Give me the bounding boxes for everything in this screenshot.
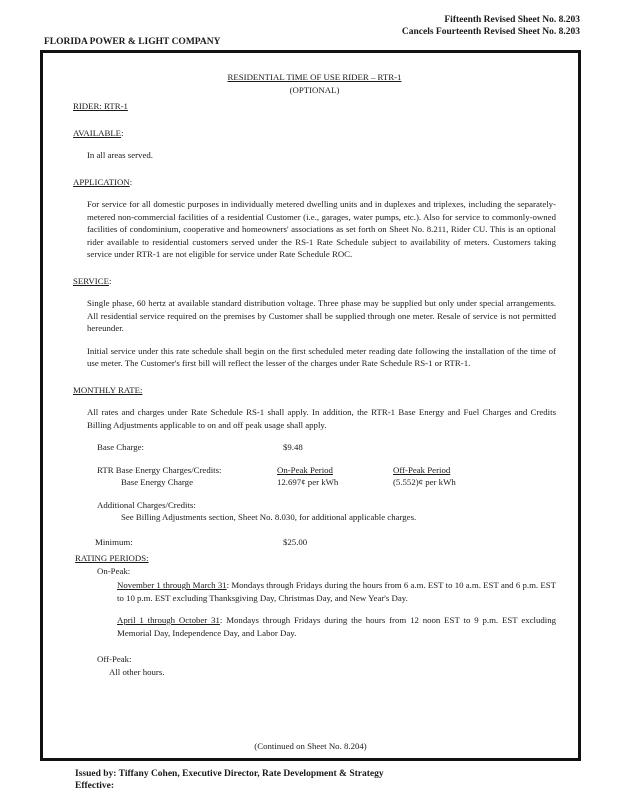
monthly-rate-heading: MONTHLY RATE: xyxy=(73,384,143,395)
winter-period xyxy=(117,579,556,604)
sheet-footer xyxy=(75,768,384,792)
title-line: RESIDENTIAL TIME OF USE RIDER – RTR-1 xyxy=(227,72,402,82)
summer-hours: : Mondays through Fridays during the hours from 12 noon EST to 9 p.m. EST excluding Memorial Day, Independence Day, and Labor Day. xyxy=(117,615,557,638)
off-peak-heading: Off-Peak Period xyxy=(393,464,451,475)
application-heading: APPLICATION xyxy=(73,176,130,187)
service-paragraph-1: Single phase, 60 hertz at available standard distribution voltage. Three phase may be supplied but only under special arrangements. All residential service required on the premises by Customer shall be supplied through one meter. Resale of service is not permitted hereunder. xyxy=(87,298,556,333)
effective-date-label: Effective: xyxy=(75,781,115,791)
rating-periods-section xyxy=(73,552,556,678)
continued-note: (Continued on Sheet No. 8.204) xyxy=(254,741,367,751)
summer-period xyxy=(117,614,556,639)
rating-periods-heading: RATING PERIODS: xyxy=(75,553,149,563)
base-charge-value: $9.48 xyxy=(283,442,303,452)
minimum-value: $25.00 xyxy=(283,536,308,547)
tariff-content xyxy=(73,71,556,678)
cancels-sheet: Cancels Fourteenth Revised Sheet No. 8.203 xyxy=(401,27,580,37)
on-peak-heading: On-Peak Period xyxy=(277,464,333,475)
company-name: FLORIDA POWER & LIGHT COMPANY xyxy=(44,37,221,47)
minimum-row xyxy=(73,536,556,549)
off-peak-rate: (5.552)¢ per kWh xyxy=(393,477,456,487)
monthly-rate-section xyxy=(73,384,556,549)
document-title xyxy=(73,71,556,96)
additional-charges-label: Additional Charges/Credits: xyxy=(97,499,196,510)
base-charge-label: Base Charge: xyxy=(97,442,144,452)
monthly-rate-intro: All rates and charges under Rate Schedule RS-1 shall apply. In addition, the RTR-1 Base Energy and Fuel Charges and Credits Billing Adjustments applicable to on and off peak usage shall apply. xyxy=(87,407,556,430)
tariff-sheet-frame xyxy=(40,50,581,761)
summer-dates: April 1 through October 31 xyxy=(117,615,220,625)
service-section: SERVICE: Single phase, 60 hertz at available standard distribution voltage. Three phase may be supplied but only under special arrangements. All residential service required on the premises by Customer shall be supplied through one meter. Resale of service is not permitted hereunder. Initial service under this rate schedule shall begin on the first scheduled meter reading date following the installation of the time of use meter. The Customer's first bill will reflect the lesser of the charges under Rate Schedule RS-1 or RTR-1. xyxy=(73,275,556,368)
energy-charges-label: RTR Base Energy Charges/Credits: xyxy=(97,464,222,475)
off-peak-label: Off-Peak: xyxy=(97,654,132,664)
issued-by: Issued by: Tiffany Cohen, Executive Director, Rate Development & Strategy xyxy=(75,769,384,779)
application-section: APPLICATION: For service for all domestic purposes in individually metered dwelling units and in duplexes and triplexes, including the separately-metered non-commercial facilities of a residential Customer (i.e., garages, water pumps, etc.). Also for service to commonly-owned facilities of condominium, cooperative and homeowners' associations as set forth on Sheet No. 8.211, Rider CU. This is an optional rider available to residential customers served under the RS-1 Rate Schedule subject to availability of meters. Customers taking service under RTR-1 are not eligible for service under Rate Schedule ROC. xyxy=(73,176,556,259)
energy-charges-header-row xyxy=(73,464,556,477)
minimum-label: Minimum: xyxy=(95,536,133,547)
on-peak-rate: 12.697¢ per kWh xyxy=(277,477,339,487)
base-energy-row xyxy=(73,476,556,489)
service-heading: SERVICE xyxy=(73,275,109,286)
application-text: For service for all domestic purposes in individually metered dwelling units and in duplexes and triplexes, including the separately-metered non-commercial facilities of a residential Customer (i.e., garages, water pumps, etc.). Also for service to commonly-owned facilities of condominium, cooperative and homeowners' associations as set forth on Sheet No. 8.211, Rider CU. This is an optional rider available to residential customers served under the RS-1 Rate Schedule subject to availability of meters. Customers taking service under RTR-1 are not eligible for service under Rate Schedule ROC. xyxy=(87,199,556,259)
title-optional: (OPTIONAL) xyxy=(289,84,340,95)
sheet-header xyxy=(402,14,580,38)
on-peak-label: On-Peak: xyxy=(97,565,131,576)
service-paragraph-2: Initial service under this rate schedule shall begin on the first scheduled meter reading date following the installation of the time of use meter. The Customer's first bill will reflect the lesser of the charges under Rate Schedule RS-1 or RTR-1. xyxy=(87,345,556,368)
available-section: AVAILABLE: In all areas served. xyxy=(73,127,556,162)
rider-label: RIDER: RTR-1 xyxy=(73,101,128,111)
available-heading: AVAILABLE xyxy=(73,127,122,138)
base-energy-label: Base Energy Charge xyxy=(121,477,193,487)
winter-dates: November 1 through March 31 xyxy=(117,580,227,590)
available-text: In all areas served. xyxy=(87,150,153,160)
additional-charges-text: See Billing Adjustments section, Sheet No. 8.030, for additional applicable charges. xyxy=(121,512,417,522)
winter-hours: : Mondays through Fridays during the hours from 6 a.m. EST to 10 a.m. EST and 6 p.m. EST to 10 p.m. EST excluding Thanksgiving Day, Christmas Day, and New Year's Day. xyxy=(117,580,556,603)
sheet-number: Fifteenth Revised Sheet No. 8.203 xyxy=(444,15,580,25)
off-peak-text: All other hours. xyxy=(109,666,165,677)
base-charge-row xyxy=(73,441,556,454)
